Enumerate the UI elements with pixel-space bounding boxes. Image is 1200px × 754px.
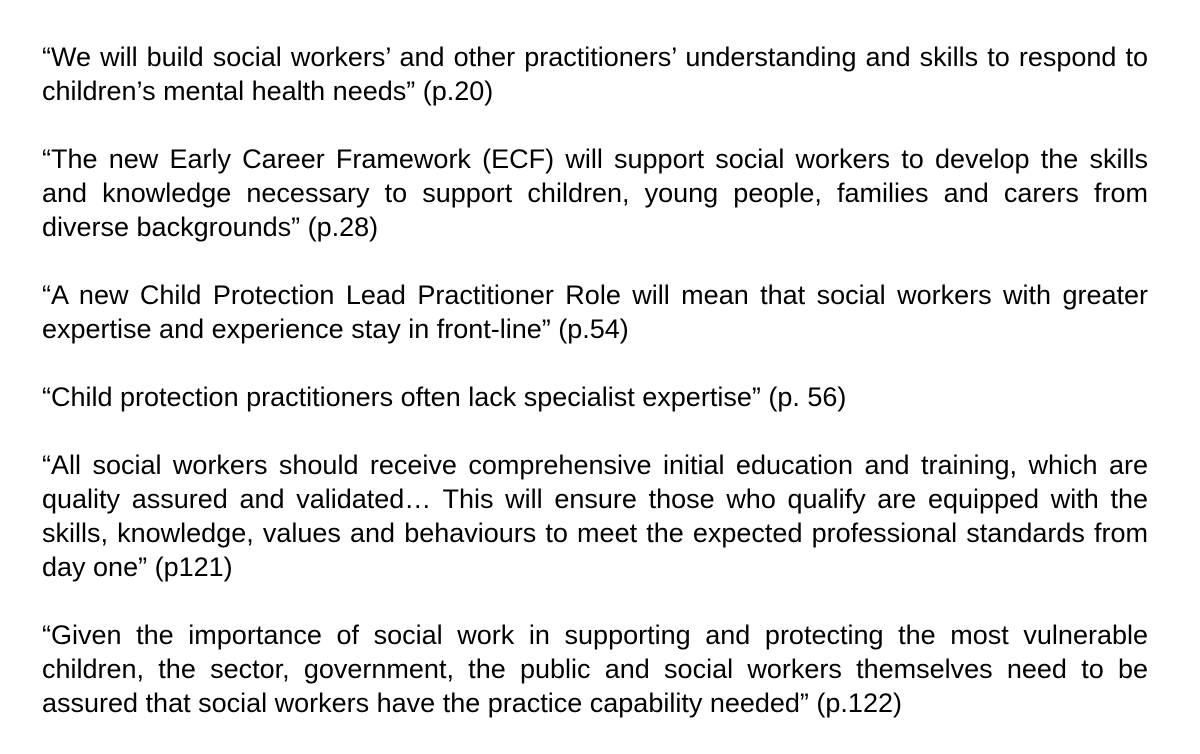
quotes-document: [42, 40, 1148, 720]
quote-initial-education: “All social workers should receive comprehensive initial education and training, which are quality assured and validated… This will ensure those who qualify are equipped with the skills, knowledge, values and behaviours to meet the expected professional standards from day one” (p121): [42, 450, 1148, 582]
quote-specialist-expertise: “Child protection practitioners often lack specialist expertise” (p. 56): [42, 382, 847, 412]
quote-early-career-framework: “The new Early Career Framework (ECF) will support social workers to develop the skills and knowledge necessary to support children, young people, families and carers from diverse backgrounds” (p.28): [42, 144, 1148, 242]
quote-practice-capability: “Given the importance of social work in supporting and protecting the most vulnerable children, the sector, government, the public and social workers themselves need to be assured that social workers have the practice capability needed” (p.122): [42, 620, 1148, 718]
quote-child-protection-lead: “A new Child Protection Lead Practitioner Role will mean that social workers with greater expertise and experience stay in front-line” (p.54): [42, 280, 1148, 344]
quote-mental-health: “We will build social workers’ and other practitioners’ understanding and skills to respond to children’s mental health needs” (p.20): [42, 42, 1148, 106]
